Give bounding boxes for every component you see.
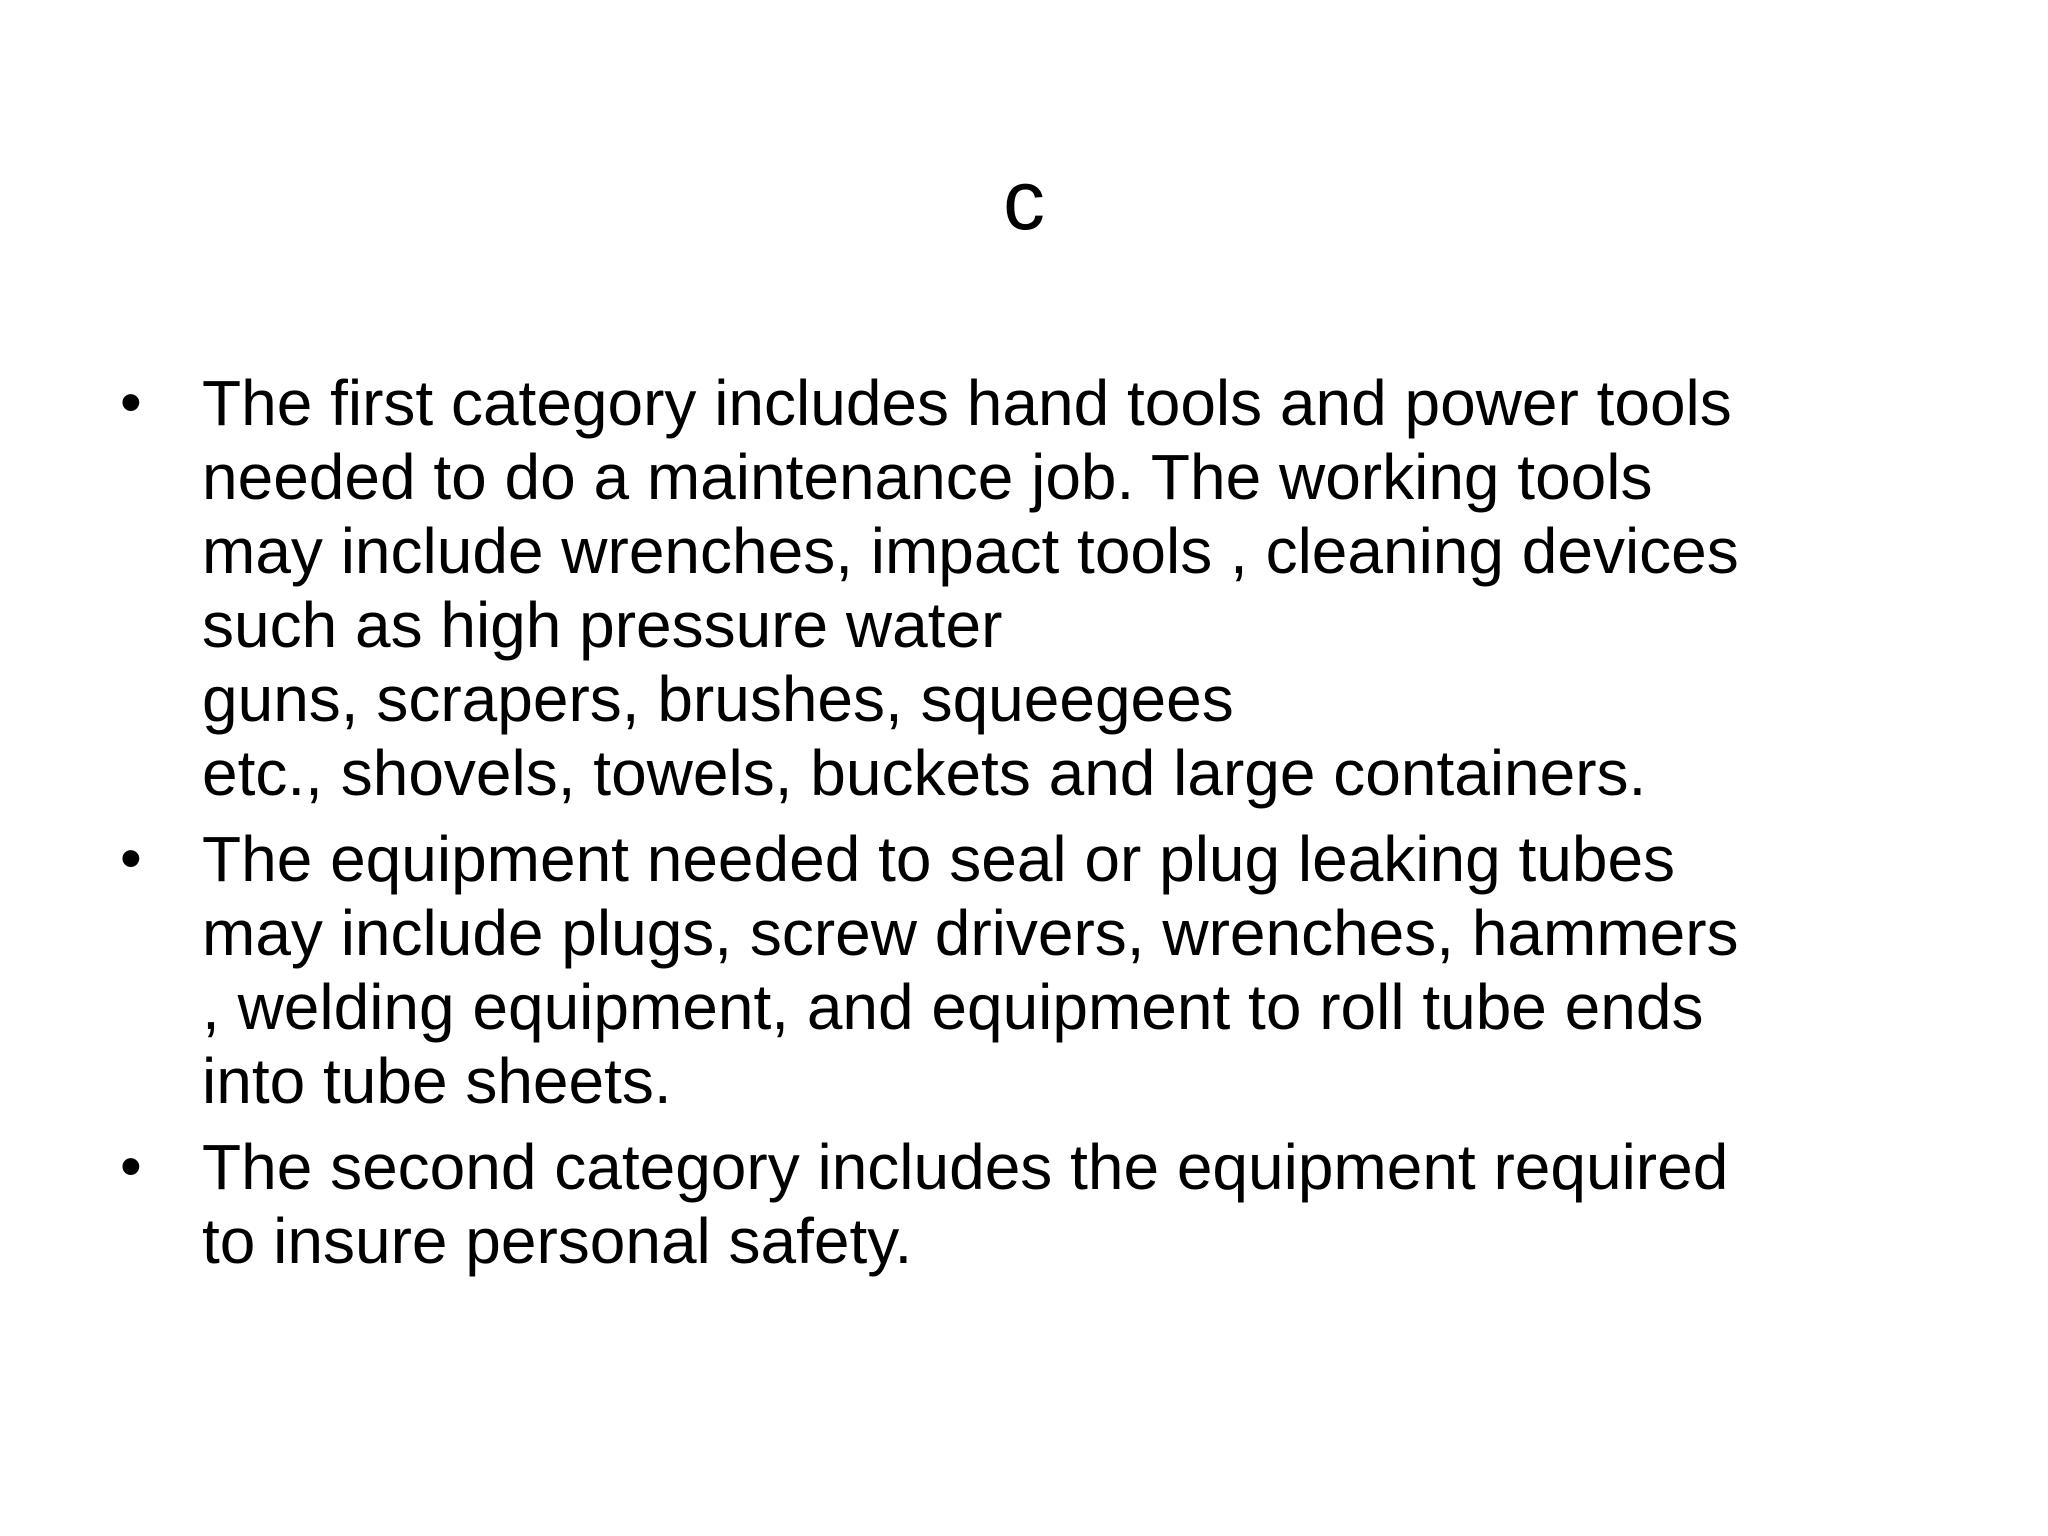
bullet-text-line: to insure personal safety. (202, 1205, 913, 1277)
bullet-text-line: The equipment needed to seal or plug leaking tubes (202, 823, 1676, 895)
bullet-point-icon: • (120, 824, 142, 893)
bullet-item-1 (120, 366, 1920, 810)
bullet-text-line: The first category includes hand tools and power tools (202, 367, 1732, 439)
bullet-item-2 (120, 822, 1920, 1118)
bullet-text-line: such as high pressure water (202, 589, 1003, 661)
bullet-text-line: , welding equipment, and equipment to roll tube ends (202, 971, 1704, 1043)
bullet-text-line: may include wrenches, impact tools , cleaning devices (202, 515, 1739, 587)
bullet-text-line: The second category includes the equipment required (202, 1131, 1729, 1203)
bullet-point-icon: • (120, 368, 142, 437)
bullet-text-line: guns, scrapers, brushes, squeegees (202, 663, 1234, 735)
bullet-text-line: may include plugs, screw drivers, wrenches, hammers (202, 897, 1739, 969)
bullet-item-3 (120, 1130, 1920, 1278)
bullet-point-icon: • (120, 1132, 142, 1201)
bullet-list (120, 366, 1920, 1290)
slide-title: c (1003, 153, 1045, 247)
bullet-text-line: into tube sheets. (202, 1045, 672, 1117)
bullet-text-line: etc., shovels, towels, buckets and large containers. (202, 737, 1647, 809)
bullet-text-line: needed to do a maintenance job. The working tools (202, 441, 1653, 513)
